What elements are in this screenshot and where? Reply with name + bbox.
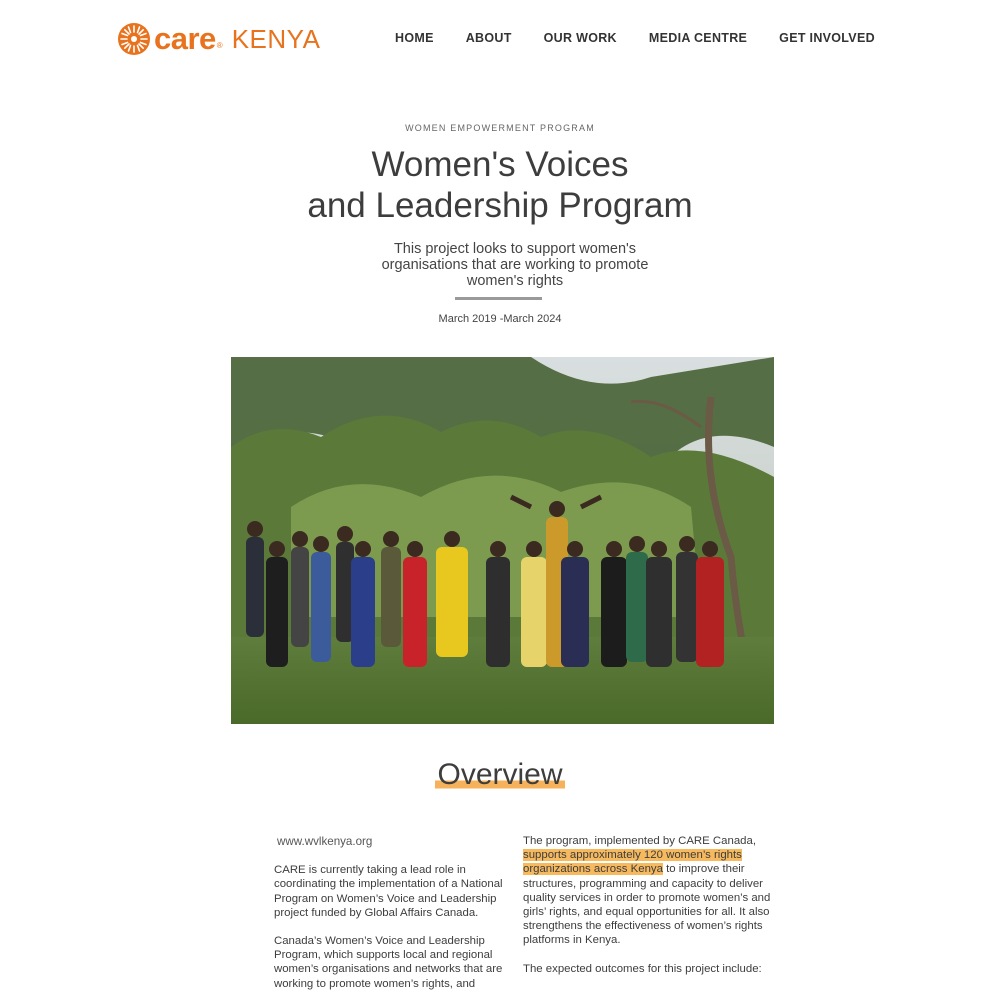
highlighted-text: supports approximately 120 women’s rights organizations across Kenya bbox=[523, 849, 742, 876]
title-line-1: Women's Voices bbox=[371, 145, 629, 184]
website-link[interactable]: www.wvlkenya.org bbox=[277, 835, 373, 848]
care-kenya-logo[interactable] bbox=[117, 21, 320, 57]
care-sun-icon bbox=[117, 22, 151, 56]
title-line-2: and Leadership Program bbox=[307, 186, 693, 225]
program-category: WOMEN EMPOWERMENT PROGRAM bbox=[405, 123, 595, 133]
program-description-intro: The program, implemented by CARE Canada, bbox=[523, 835, 756, 847]
overview-right-column bbox=[523, 834, 773, 990]
nav-get-involved[interactable]: GET INVOLVED bbox=[779, 31, 875, 45]
overview-left-column bbox=[274, 834, 514, 1005]
program-description-rest: to improve their structures, programming and capacity to deliver quality services in order to promote women’s and girls’ rights, and equal opportunities for all. It also strengthens the effectiveness of women’s rights platforms in Kenya. bbox=[523, 863, 771, 947]
title-divider bbox=[455, 297, 542, 300]
site-header bbox=[0, 0, 1000, 80]
nav-our-work[interactable]: OUR WORK bbox=[543, 31, 617, 45]
overview-paragraph-2: Canada’s Women’s Voice and Leadership Program, which supports local and regional women’s organisations and networks that are working to promote women’s rights, and bbox=[274, 935, 503, 990]
nav-about[interactable]: ABOUT bbox=[465, 31, 512, 45]
overview-heading: Overview bbox=[437, 758, 563, 791]
main-nav bbox=[395, 31, 875, 45]
expected-outcomes-intro: The expected outcomes for this project include: bbox=[523, 962, 762, 975]
registered-mark: ® bbox=[216, 40, 223, 50]
page-title bbox=[0, 144, 1000, 226]
group-photo-illustration bbox=[231, 357, 774, 724]
group-photo bbox=[231, 357, 774, 724]
program-description bbox=[523, 834, 773, 948]
overview-paragraph-1: CARE is currently taking a lead role in coordinating the implementation of a National Program on Women’s Voice and Leadership project funded by Global Affairs Canada. bbox=[274, 864, 503, 919]
nav-media-centre[interactable]: MEDIA CENTRE bbox=[648, 31, 748, 45]
page-subtitle: This project looks to support women's organisations that are working to promote women's rights bbox=[381, 241, 649, 289]
overview-section bbox=[0, 758, 1000, 792]
nav-home[interactable]: HOME bbox=[395, 31, 434, 45]
logo-brand-text: care bbox=[154, 21, 216, 56]
program-dates: March 2019 -March 2024 bbox=[438, 313, 562, 325]
logo-country-text: KENYA bbox=[231, 24, 321, 54]
